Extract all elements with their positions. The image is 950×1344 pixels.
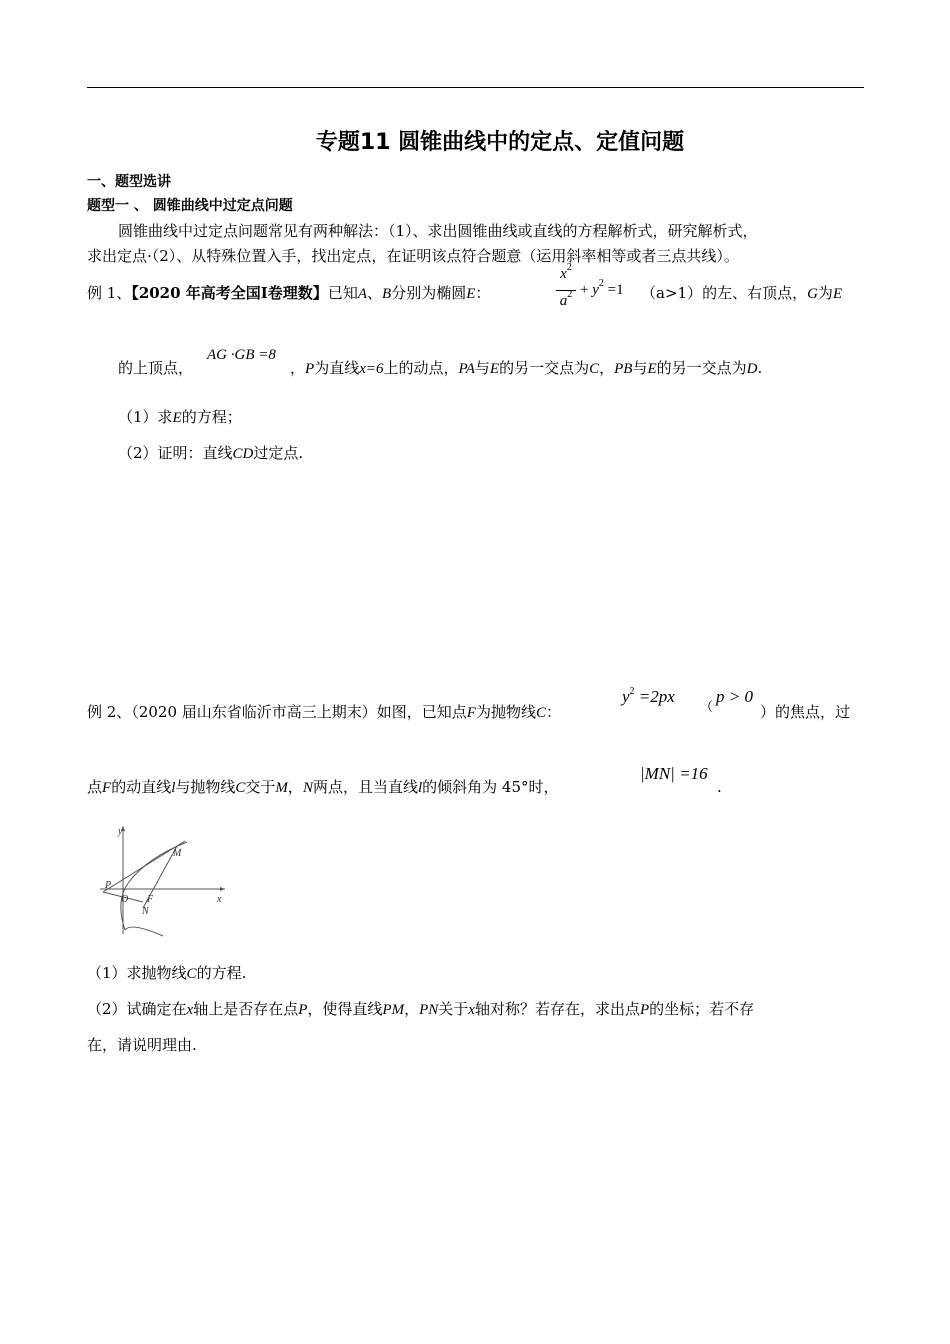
ex1-var-G: G — [807, 286, 818, 302]
figure-x-label: x — [217, 894, 222, 905]
ex1-text: 、 — [367, 284, 383, 302]
ex1-text: 的左、右顶点， — [702, 284, 808, 302]
parabola-condition: p > 0 — [716, 687, 753, 706]
ex2-line-1: 例 2、（2020 届山东省临沂市高三上期末）如图，已知点F为抛物线C： — [87, 703, 561, 721]
ex1-var-B: B — [382, 286, 392, 302]
ex1-var-E: E — [832, 286, 843, 302]
figure-O-label: O — [121, 894, 129, 905]
ex1-var-E: E — [466, 286, 476, 302]
intro-line-1: 圆锥曲线中过定点问题常见有两种解法：（1）、求出圆锥曲线或直线的方程解析式，研究解析式， — [118, 222, 758, 240]
ex1-text: ： — [475, 284, 491, 302]
ex1-line-1-end — [641, 283, 842, 304]
section-heading: 一、题型选讲 — [87, 174, 171, 190]
figure-P-label: P — [105, 880, 112, 891]
figure-F-label: F — [147, 894, 154, 905]
chord-length: |MN| =16 — [640, 764, 708, 783]
cond-open: （ — [700, 700, 714, 715]
page-title: 专题11 圆锥曲线中的定点、定值问题 — [315, 130, 685, 155]
vector-equation: AG ·GB =8 — [207, 347, 276, 363]
ellipse-equation-rest: + $y^2 =1$ — [580, 278, 624, 298]
header-rule — [87, 87, 864, 88]
figure-M-label: M — [173, 848, 182, 859]
ex1-text: 分别为椭圆 — [391, 284, 467, 302]
ex1-condition: （a>1） — [641, 284, 703, 302]
parabola-lower — [125, 927, 163, 936]
ex2-line-1-end: ）的焦点，过 — [760, 703, 851, 721]
figure-N-label: N — [142, 906, 149, 917]
ex1-line-2a: 的上顶点， — [118, 359, 194, 377]
ellipse-denominator: $a^2$ — [559, 289, 573, 309]
parabola-figure — [95, 822, 235, 937]
ex2-question-2-cont: 在，请说明理由. — [87, 1036, 197, 1054]
parabola-equation: $y^2 =2px$ — [622, 686, 675, 706]
ex1-source: 【2020 年高考全国Ⅰ卷理数】 — [131, 284, 328, 302]
fraction-bar — [556, 290, 576, 291]
ex1-line-1 — [87, 283, 490, 304]
ex2-question-1: （1）求抛物线C的方程. — [87, 964, 247, 982]
ex1-text: 为 — [817, 284, 833, 302]
ex1-question-2: （2）证明：直线CD过定点. — [118, 444, 304, 462]
ex2-line-2: 点F的动直线l与抛物线C交于M，N两点，且当直线l的倾斜角为 45°时， — [87, 778, 559, 796]
ellipse-numerator: $x^2$ — [560, 262, 572, 282]
ex1-question-1: （1）求E的方程； — [118, 408, 242, 426]
topic-heading: 题型一 、 圆锥曲线中过定点问题 — [87, 198, 293, 214]
ex1-line-2b: ，P为直线x=6上的动点，PA与E的另一交点为C，PB与E的另一交点为D. — [290, 359, 763, 377]
figure-y-label: y — [118, 826, 123, 837]
x-axis-arrow — [220, 887, 225, 891]
ex1-var-A: A — [357, 286, 367, 302]
ex2-question-2: （2）试确定在x轴上是否存在点P，使得直线PM，PN关于x轴对称？若存在，求出点P的坐标；若不存 — [87, 1000, 755, 1018]
ex2-line-2-end: . — [717, 778, 722, 796]
ex1-label: 例 1、 — [87, 284, 132, 302]
intro-line-2: 求出定点·（2）、从特殊位置入手，找出定点，在证明该点符合题意（运用斜率相等或者三点共线）。 — [87, 247, 739, 265]
ex1-text: 已知 — [327, 284, 358, 302]
